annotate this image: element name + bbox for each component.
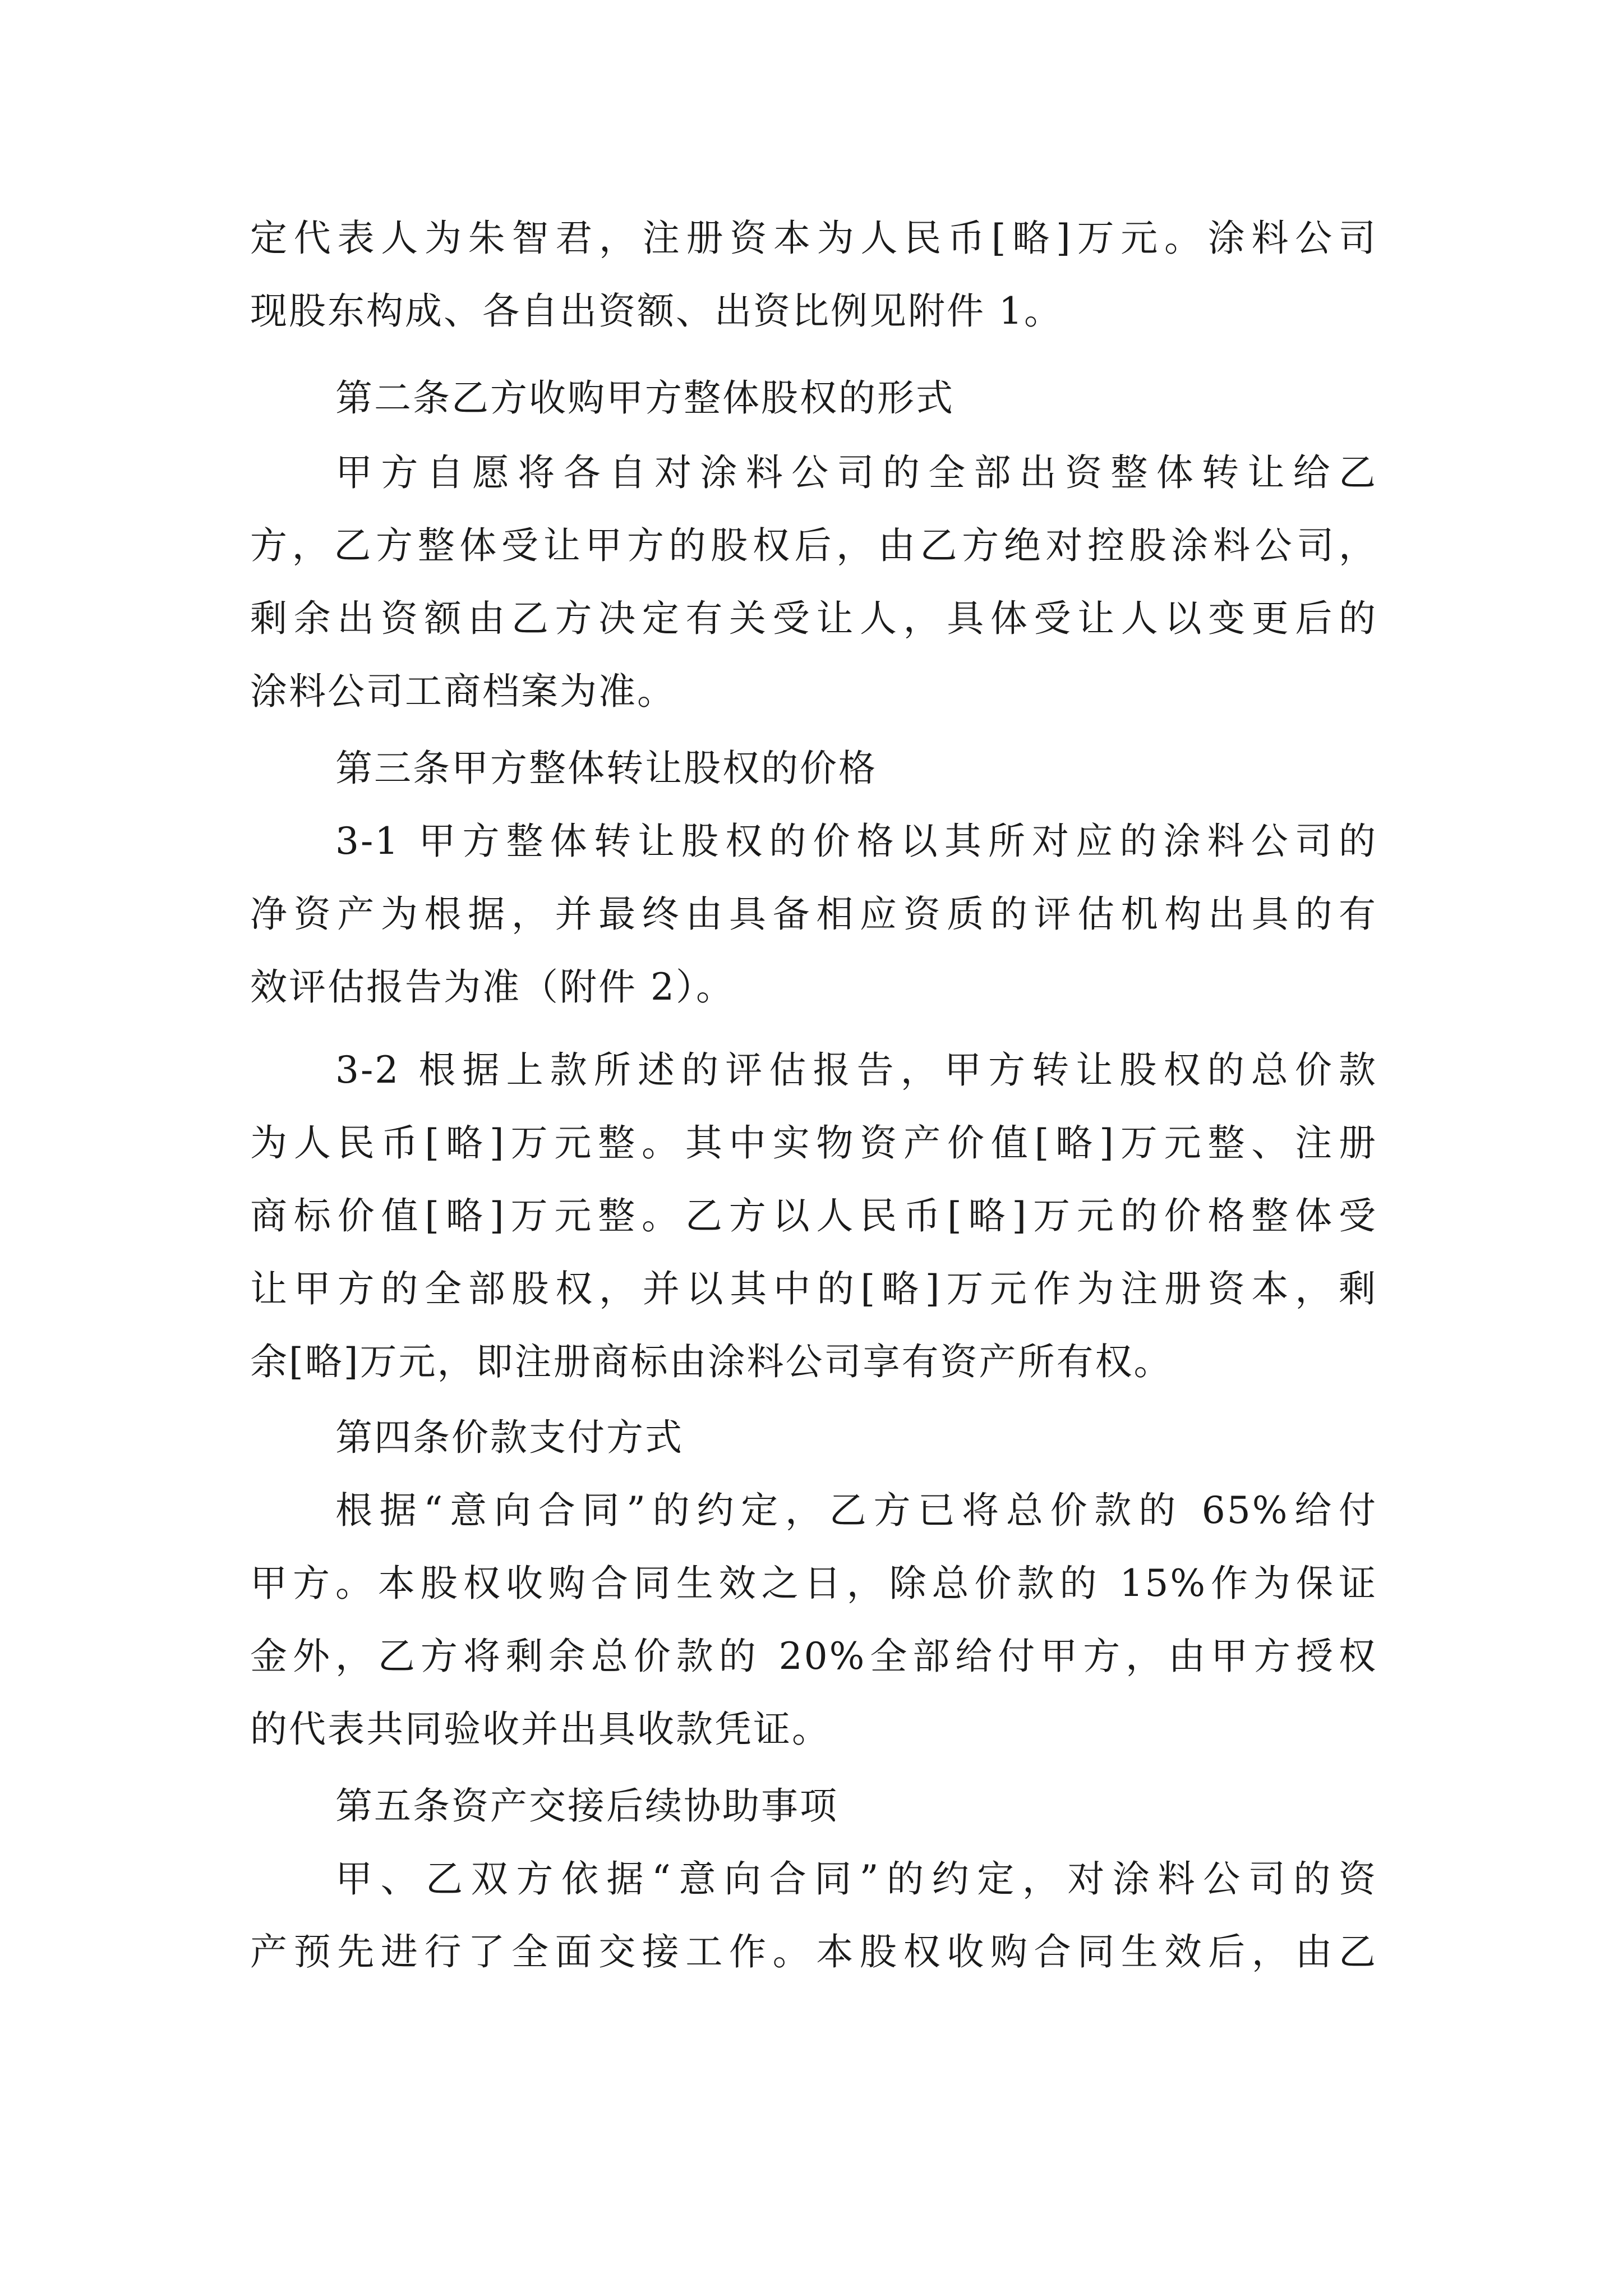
section-heading: 第五条资产交接后续协助事项	[335, 1784, 838, 1828]
text-line: 剩余出资额由乙方决定有关受让人，具体受让人以变更后的	[250, 597, 1377, 640]
text-line: 甲方。本股权收购合同生效之日，除总价款的 15%作为保证	[250, 1562, 1377, 1605]
text-line: 效评估报告为准（附件 2）。	[250, 965, 735, 1009]
section-heading: 第二条乙方收购甲方整体股权的形式	[335, 376, 955, 420]
text-line: 商标价值[略]万元整。乙方以人民币[略]万元的价格整体受	[250, 1194, 1377, 1237]
text-line: 产预先进行了全面交接工作。本股权收购合同生效后，由乙	[250, 1930, 1377, 1973]
text-line: 的代表共同验收并出具收款凭证。	[250, 1708, 831, 1751]
text-line: 3-2 根据上款所述的评估报告，甲方转让股权的总价款	[335, 1048, 1377, 1092]
text-line: 3-1 甲方整体转让股权的价格以其所对应的涂料公司的	[335, 820, 1377, 863]
text-line: 为人民币[略]万元整。其中实物资产价值[略]万元整、注册	[250, 1121, 1377, 1165]
text-line: 金外，乙方将剩余总价款的 20%全部给付甲方，由甲方授权	[250, 1635, 1377, 1678]
text-line: 甲、乙双方依据“意向合同”的约定，对涂料公司的资	[335, 1857, 1377, 1901]
section-heading: 第三条甲方整体转让股权的价格	[335, 747, 877, 790]
text-line: 方，乙方整体受让甲方的股权后，由乙方绝对控股涂料公司，	[250, 524, 1377, 567]
text-line: 根据“意向合同”的约定，乙方已将总价款的 65%给付	[335, 1489, 1377, 1532]
text-line: 余[略]万元，即注册商标由涂料公司享有资产所有权。	[250, 1340, 1173, 1383]
text-line: 甲方自愿将各自对涂料公司的全部出资整体转让给乙	[335, 451, 1377, 494]
text-line: 让甲方的全部股权，并以其中的[略]万元作为注册资本，剩	[250, 1267, 1377, 1310]
text-line: 现股东构成、各自出资额、出资比例见附件 1。	[250, 289, 1063, 333]
text-line: 涂料公司工商档案为准。	[250, 670, 676, 713]
section-heading: 第四条价款支付方式	[335, 1416, 684, 1459]
text-line: 定代表人为朱智君，注册资本为人民币[略]万元。涂料公司	[250, 217, 1377, 260]
text-line: 净资产为根据，并最终由具备相应资质的评估机构出具的有	[250, 892, 1377, 936]
